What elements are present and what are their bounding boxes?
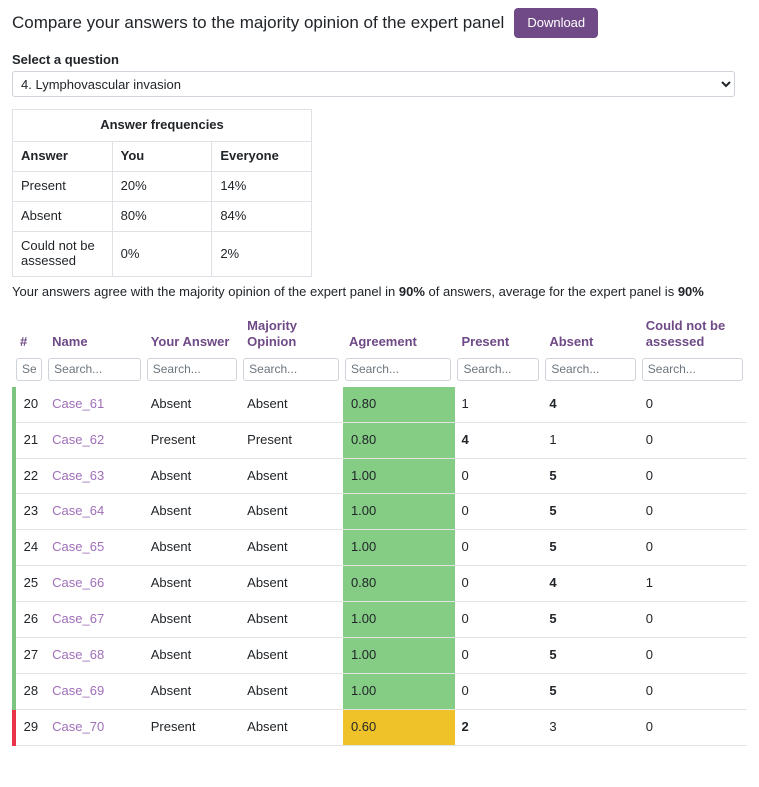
header-majority-opinion[interactable]: Majority Opinion [247, 318, 297, 350]
case-name-cell [46, 602, 145, 638]
could-not-be-assessed-count: 1 [640, 566, 747, 602]
absent-count: 5 [543, 638, 639, 674]
freq-answer: Present [13, 172, 113, 202]
majority-opinion: Absent [241, 674, 343, 710]
download-button[interactable]: Download [514, 8, 598, 38]
agreement-score: 1.00 [343, 494, 456, 530]
your-answer: Absent [145, 566, 241, 602]
header-your-answer[interactable]: Your Answer [150, 334, 230, 350]
page-title: Compare your answers to the majority opinion of the expert panel [12, 12, 505, 32]
row-index: 24 [14, 530, 46, 566]
absent-count: 5 [543, 530, 639, 566]
header-num[interactable]: # [20, 334, 28, 350]
table-row [14, 674, 747, 710]
your-answer: Absent [145, 602, 241, 638]
summary-mid: of answers, average for the expert panel is [424, 283, 678, 299]
case-name-cell [46, 566, 145, 602]
majority-opinion: Absent [241, 458, 343, 494]
search-input-your-answer[interactable] [147, 358, 237, 381]
absent-count: 5 [543, 458, 639, 494]
summary-pre: Your answers agree with the majority opinion of the expert panel in [12, 283, 399, 299]
present-count: 0 [455, 494, 543, 530]
your-answer: Absent [145, 387, 241, 422]
case-name-cell [46, 387, 145, 422]
your-answer: Present [145, 710, 241, 746]
absent-count: 3 [543, 710, 639, 746]
absent-count: 4 [543, 387, 639, 422]
absent-count: 5 [543, 494, 639, 530]
search-cell-majority-opinion [241, 356, 343, 387]
search-input-present[interactable] [457, 358, 539, 381]
header-agreement[interactable]: Agreement [348, 334, 417, 350]
case-link[interactable]: Case_67 [52, 611, 105, 627]
absent-count: 5 [543, 674, 639, 710]
your-answer: Absent [145, 458, 241, 494]
table-row [14, 458, 747, 494]
could-not-be-assessed-count: 0 [640, 387, 747, 422]
row-index: 21 [14, 422, 46, 458]
could-not-be-assessed-count: 0 [640, 602, 747, 638]
cases-body [14, 387, 747, 746]
case-link[interactable]: Case_65 [52, 539, 105, 555]
could-not-be-assessed-count: 0 [640, 530, 747, 566]
freq-everyone: 2% [212, 232, 312, 277]
freq-everyone: 14% [212, 172, 312, 202]
present-count: 0 [455, 530, 543, 566]
case-name-cell [46, 422, 145, 458]
case-link[interactable]: Case_63 [52, 467, 105, 483]
table-row [13, 202, 312, 232]
table-row [14, 494, 747, 530]
case-link[interactable]: Case_69 [52, 683, 105, 699]
absent-count: 4 [543, 566, 639, 602]
present-count: 1 [455, 387, 543, 422]
your-answer: Absent [145, 494, 241, 530]
case-name-cell [46, 494, 145, 530]
table-row [14, 422, 747, 458]
present-count: 2 [455, 710, 543, 746]
freq-answer: Absent [13, 202, 113, 232]
row-index: 26 [14, 602, 46, 638]
row-index: 25 [14, 566, 46, 602]
search-input-majority-opinion[interactable] [243, 358, 339, 381]
agreement-score: 1.00 [343, 674, 456, 710]
freq-header-everyone: Everyone [212, 142, 312, 172]
header-name[interactable]: Name [52, 334, 88, 350]
page-header [12, 8, 747, 38]
case-link[interactable]: Case_68 [52, 647, 105, 663]
table-row [13, 232, 312, 277]
case-link[interactable]: Case_64 [52, 503, 105, 519]
agreement-score: 0.80 [343, 566, 456, 602]
table-row [14, 387, 747, 422]
row-index: 29 [14, 710, 46, 746]
your-answer: Absent [145, 674, 241, 710]
could-not-be-assessed-count: 0 [640, 458, 747, 494]
cases-header-row [14, 318, 747, 355]
present-count: 0 [455, 602, 543, 638]
agreement-score: 1.00 [343, 530, 456, 566]
search-cell-present [455, 356, 543, 387]
agreement-score: 1.00 [343, 458, 456, 494]
case-link[interactable]: Case_61 [52, 395, 105, 411]
cases-table [12, 318, 747, 746]
your-answer: Absent [145, 638, 241, 674]
majority-opinion: Present [241, 422, 343, 458]
question-select[interactable] [12, 71, 735, 97]
case-name-cell [46, 458, 145, 494]
freq-you: 20% [112, 172, 212, 202]
freq-you: 0% [112, 232, 212, 277]
search-input-name[interactable] [48, 358, 141, 381]
freq-header-answer: Answer [13, 142, 113, 172]
summary-your-pct: 90% [398, 283, 425, 299]
search-cell-agreement [343, 356, 456, 387]
search-cell-num [14, 356, 46, 387]
table-row [13, 172, 312, 202]
search-input-absent[interactable] [545, 358, 635, 381]
case-link[interactable]: Case_70 [52, 719, 105, 735]
majority-opinion: Absent [241, 530, 343, 566]
majority-opinion: Absent [241, 602, 343, 638]
agreement-score: 1.00 [343, 602, 456, 638]
table-row [14, 638, 747, 674]
your-answer: Present [145, 422, 241, 458]
search-cell-could-not-be-assessed [640, 356, 747, 387]
present-count: 0 [455, 674, 543, 710]
your-answer: Absent [145, 530, 241, 566]
case-name-cell [46, 710, 145, 746]
case-link[interactable]: Case_66 [52, 575, 105, 591]
could-not-be-assessed-count: 0 [640, 422, 747, 458]
agreement-score: 1.00 [343, 638, 456, 674]
freq-header-you: You [112, 142, 212, 172]
header-present[interactable]: Present [461, 334, 510, 350]
search-input-agreement[interactable] [345, 358, 452, 381]
majority-opinion: Absent [241, 494, 343, 530]
could-not-be-assessed-count: 0 [640, 710, 747, 746]
cases-search-row [14, 356, 747, 387]
header-absent[interactable]: Absent [549, 334, 594, 350]
row-index: 20 [14, 387, 46, 422]
could-not-be-assessed-count: 0 [640, 494, 747, 530]
agreement-summary [12, 283, 742, 301]
could-not-be-assessed-count: 0 [640, 638, 747, 674]
question-select-label: Select a question [12, 52, 119, 68]
case-link[interactable]: Case_62 [52, 431, 105, 447]
summary-panel-pct: 90% [677, 283, 704, 299]
row-index: 28 [14, 674, 46, 710]
table-row [14, 602, 747, 638]
freq-you: 80% [112, 202, 212, 232]
agreement-score: 0.80 [343, 422, 456, 458]
case-name-cell [46, 674, 145, 710]
case-name-cell [46, 638, 145, 674]
majority-opinion: Absent [241, 566, 343, 602]
present-count: 4 [455, 422, 543, 458]
row-index: 23 [14, 494, 46, 530]
answer-frequencies-table [12, 109, 312, 277]
absent-count: 5 [543, 602, 639, 638]
agreement-score: 0.60 [343, 710, 456, 746]
table-row [14, 566, 747, 602]
freq-everyone: 84% [212, 202, 312, 232]
table-row [14, 710, 747, 746]
table-row [14, 530, 747, 566]
search-input-could-not-be-assessed[interactable] [642, 358, 743, 381]
answer-frequencies-caption: Answer frequencies [13, 110, 312, 142]
search-input-num[interactable] [16, 358, 42, 381]
present-count: 0 [455, 458, 543, 494]
header-could-not-be-assessed[interactable]: Could not be assessed [645, 318, 726, 350]
absent-count: 1 [543, 422, 639, 458]
freq-header-row [13, 142, 312, 172]
present-count: 0 [455, 566, 543, 602]
majority-opinion: Absent [241, 387, 343, 422]
majority-opinion: Absent [241, 710, 343, 746]
agreement-score: 0.80 [343, 387, 456, 422]
row-index: 22 [14, 458, 46, 494]
search-cell-name [46, 356, 145, 387]
search-cell-your-answer [145, 356, 241, 387]
case-name-cell [46, 530, 145, 566]
majority-opinion: Absent [241, 638, 343, 674]
could-not-be-assessed-count: 0 [640, 674, 747, 710]
present-count: 0 [455, 638, 543, 674]
search-cell-absent [543, 356, 639, 387]
row-index: 27 [14, 638, 46, 674]
freq-answer: Could not be assessed [13, 232, 113, 277]
freq-caption-row [13, 110, 312, 142]
